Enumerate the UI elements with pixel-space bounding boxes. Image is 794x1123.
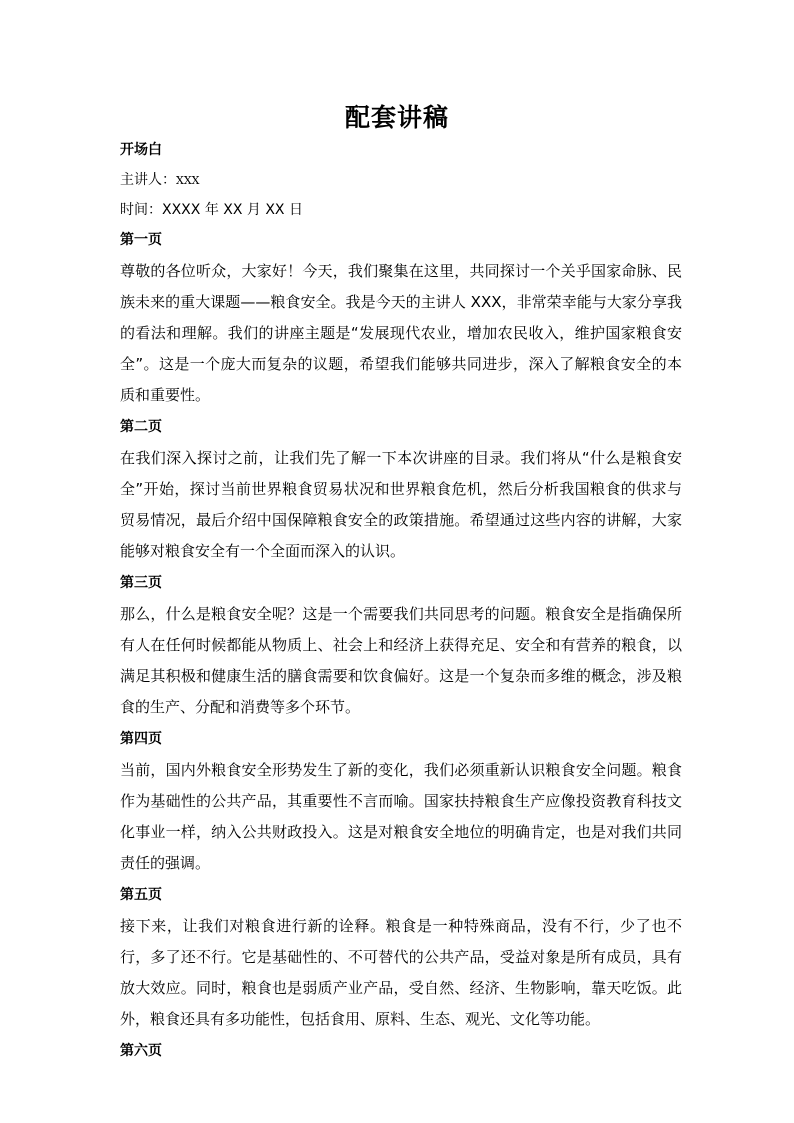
section-page-5 <box>120 885 682 1035</box>
document-title: 配套讲稿 <box>344 103 449 132</box>
section-paragraph: 在我们深入探讨之前，让我们先了解一下本次讲座的目录。我们将从“什么是粮食安全”开始，探讨当前世界粮食贸易状况和世界粮食危机，然后分析我国粮食的供求与贸易情况，最后介绍中国保障粮食安全的政策措施。希望通过这些内容的讲解，大家能够对粮食安全有一个全面而深入的认识。 <box>120 449 682 560</box>
section-heading: 第三页 <box>120 575 162 591</box>
speaker-value: XXX <box>176 174 200 187</box>
document-body <box>120 140 682 1067</box>
opening-label: 开场白 <box>120 142 162 158</box>
section-heading: 第五页 <box>120 887 162 903</box>
section-heading: 第六页 <box>120 1043 162 1059</box>
section-heading: 第二页 <box>120 419 162 435</box>
section-page-4 <box>120 729 682 879</box>
speaker-line <box>120 170 682 190</box>
section-paragraph: 当前，国内外粮食安全形势发生了新的变化，我们必须重新认识粮食安全问题。粮食作为基础性的公共产品，其重要性不言而喻。国家扶持粮食生产应像投资教育科技文化事业一样，纳入公共财政投入。这是对粮食安全地位的明确肯定，也是对我们共同责任的强调。 <box>120 761 682 872</box>
section-paragraph: 尊敬的各位听众，大家好！今天，我们聚集在这里，共同探讨一个关乎国家命脉、民族未来的重大课题——粮食安全。我是今天的主讲人 XXX，非常荣幸能与大家分享我的看法和理解。我们的讲座主题是“发展现代农业，增加农民收入，维护国家粮食安全”。这是一个庞大而复杂的议题，希望我们能够共同进步，深入了解粮食安全的本质和重要性。 <box>120 262 682 404</box>
speaker-label: 主讲人： <box>120 172 176 188</box>
section-page-2 <box>120 417 682 567</box>
section-heading: 第一页 <box>120 232 162 248</box>
time-value: XXXX 年 XX 月 XX 日 <box>162 202 303 218</box>
section-page-1 <box>120 230 682 411</box>
section-heading: 第四页 <box>120 731 162 747</box>
section-page-3 <box>120 573 682 723</box>
section-paragraph: 接下来，让我们对粮食进行新的诠释。粮食是一种特殊商品，没有不行，少了也不行，多了还不行。它是基础性的、不可替代的公共产品，受益对象是所有成员，具有放大效应。同时，粮食也是弱质产业产品，受自然、经济、生物影响，靠天吃饭。此外，粮食还具有多功能性，包括食用、原料、生态、观光、文化等功能。 <box>120 917 682 1028</box>
time-label: 时间： <box>120 202 162 218</box>
section-page-6 <box>120 1041 682 1061</box>
section-paragraph: 那么，什么是粮食安全呢？这是一个需要我们共同思考的问题。粮食安全是指确保所有人在任何时候都能从物质上、社会上和经济上获得充足、安全和有营养的粮食，以满足其积极和健康生活的膳食需要和饮食偏好。这是一个复杂而多维的概念，涉及粮食的生产、分配和消费等多个环节。 <box>120 605 682 716</box>
time-line <box>120 200 682 220</box>
